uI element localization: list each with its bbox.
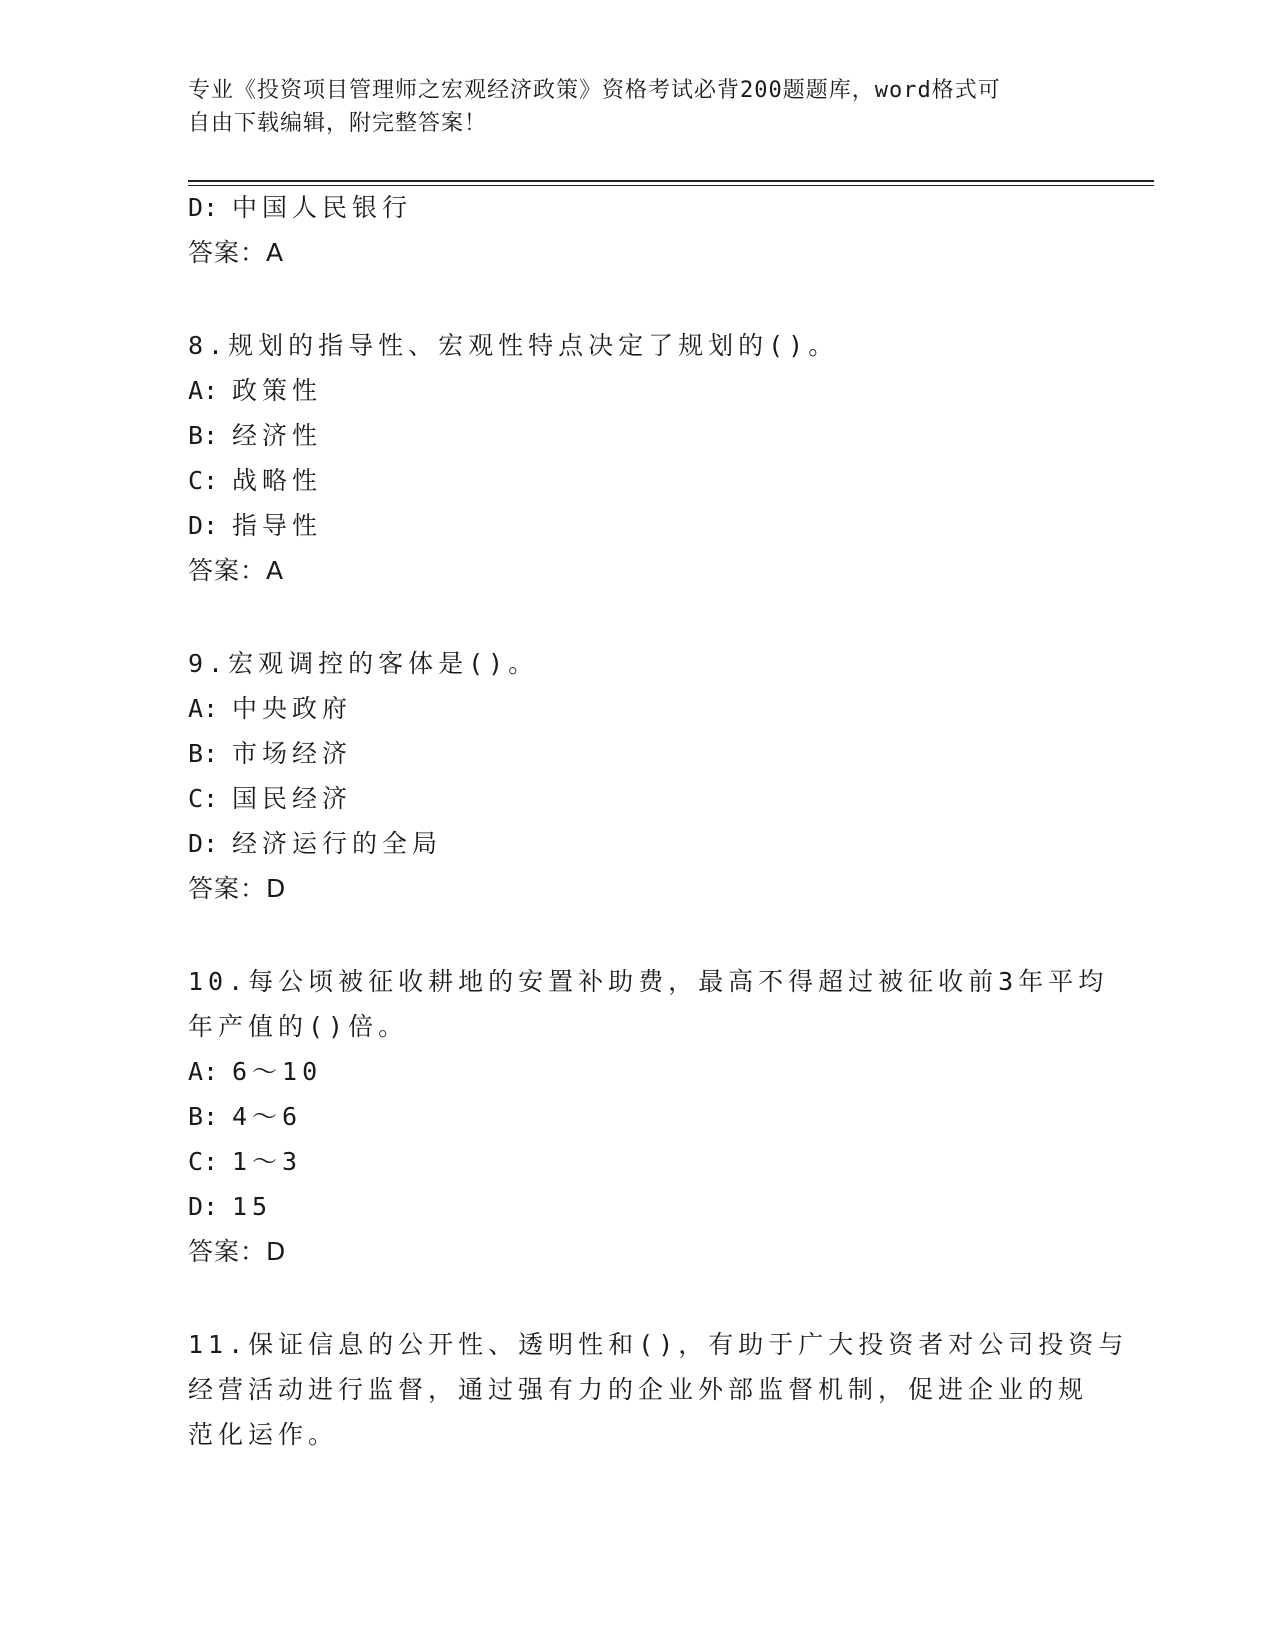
header-line-1: 专业《投资项目管理师之宏观经济政策》资格考试必背200题题库，word格式可	[188, 78, 1001, 103]
question-8-stem: 8.规划的指导性、宏观性特点决定了规划的()。	[188, 331, 839, 360]
q9-option-a	[188, 694, 352, 724]
question-11-stem-line-2: 经营活动进行监督，通过强有力的企业外部监督机制，促进企业的规	[188, 1375, 1089, 1404]
header-rule-thin	[188, 185, 1154, 186]
option-text: 经济性	[232, 421, 323, 450]
q9-option-b	[188, 739, 352, 769]
option-d-prev	[188, 193, 412, 223]
option-text: 市场经济	[232, 739, 353, 768]
option-text: 4～6	[232, 1102, 303, 1131]
option-key: A:	[188, 376, 219, 405]
option-key: B:	[188, 1102, 219, 1131]
option-key: C:	[188, 466, 219, 495]
option-text: 6～10	[232, 1057, 323, 1086]
question-9-stem: 9.宏观调控的客体是()。	[188, 649, 539, 678]
q10-option-b	[188, 1102, 302, 1132]
option-key: B:	[188, 739, 219, 768]
q10-option-a	[188, 1057, 322, 1087]
q10-option-c	[188, 1147, 302, 1177]
option-key: C:	[188, 784, 219, 813]
question-10-stem-line-2: 年产值的()倍。	[188, 1012, 409, 1041]
q8-option-b	[188, 421, 322, 451]
question-11-stem-line-3: 范化运作。	[188, 1420, 339, 1449]
option-text: 中央政府	[232, 694, 353, 723]
option-text: 中国人民银行	[232, 193, 413, 222]
header-line-2: 自由下载编辑，附完整答案！	[188, 111, 488, 136]
option-key: D:	[188, 829, 219, 858]
header-rule-thick	[188, 180, 1154, 182]
q9-option-d	[188, 829, 442, 859]
q10-answer: 答案：D	[188, 1237, 287, 1266]
document-header	[188, 74, 1068, 140]
option-key: D:	[188, 511, 219, 540]
question-10-stem-line-1: 10.每公顷被征收耕地的安置补助费，最高不得超过被征收前3年平均	[188, 967, 1109, 996]
option-text: 战略性	[232, 466, 323, 495]
option-text: 经济运行的全局	[232, 829, 443, 858]
q8-option-a	[188, 376, 322, 406]
option-key: A:	[188, 694, 219, 723]
answer-prev: 答案：A	[188, 238, 285, 267]
q8-option-c	[188, 466, 322, 496]
q10-option-d	[188, 1192, 272, 1222]
option-key: D:	[188, 1192, 219, 1221]
q8-option-d	[188, 511, 322, 541]
question-11-stem-line-1: 11.保证信息的公开性、透明性和()，有助于广大投资者对公司投资与	[188, 1330, 1129, 1359]
q9-option-c	[188, 784, 352, 814]
option-text: 15	[232, 1192, 273, 1221]
q9-answer: 答案：D	[188, 874, 287, 903]
option-text: 政策性	[232, 376, 323, 405]
option-text: 国民经济	[232, 784, 353, 813]
option-key: A:	[188, 1057, 219, 1086]
option-text: 1～3	[232, 1147, 303, 1176]
option-key: B:	[188, 421, 219, 450]
option-text: 指导性	[232, 511, 323, 540]
q8-answer: 答案：A	[188, 556, 285, 585]
option-key: C:	[188, 1147, 219, 1176]
option-key: D:	[188, 193, 219, 222]
